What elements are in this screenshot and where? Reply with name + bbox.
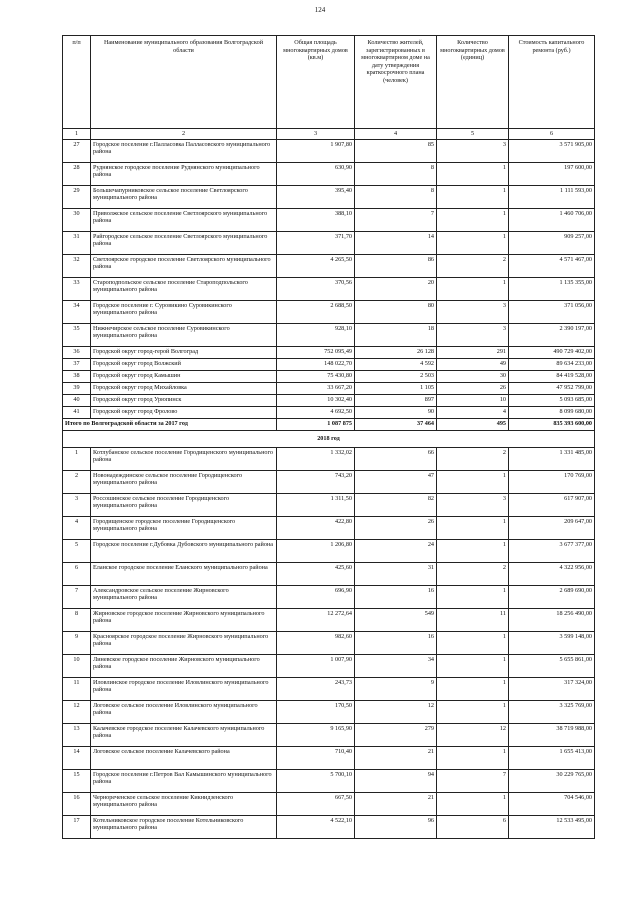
row-number: 35 [63, 323, 91, 346]
houses-count: 3 [437, 300, 509, 323]
row-number: 9 [63, 631, 91, 654]
column-index-row [63, 129, 595, 140]
total-area: 696,90 [277, 585, 355, 608]
total-area: 710,40 [277, 746, 355, 769]
repair-cost: 4 571 467,00 [509, 254, 595, 277]
table-row [63, 792, 595, 815]
table-row [63, 346, 595, 358]
row-number: 13 [63, 723, 91, 746]
total-area: 1 206,80 [277, 539, 355, 562]
repair-cost: 197 600,00 [509, 162, 595, 185]
table-row [63, 654, 595, 677]
header-houses: Количество многоквартирных домов (единиц) [437, 36, 509, 129]
municipality-name: Райгородское сельское поселение Светлоярского муниципального района [91, 231, 277, 254]
header-name: Наименование муниципального образования Волгоградской области [91, 36, 277, 129]
houses-count: 1 [437, 654, 509, 677]
total-area: 148 022,70 [277, 358, 355, 370]
municipality-name: Городской округ город Фролово [91, 406, 277, 418]
total-area: 10 302,40 [277, 394, 355, 406]
column-index: 5 [437, 129, 509, 140]
residents-count: 2 503 [355, 370, 437, 382]
row-number: 4 [63, 516, 91, 539]
houses-count: 12 [437, 723, 509, 746]
residents-count: 34 [355, 654, 437, 677]
row-number: 5 [63, 539, 91, 562]
total-residents: 37 464 [355, 418, 437, 430]
table-row [63, 700, 595, 723]
residents-count: 16 [355, 585, 437, 608]
total-area: 370,56 [277, 277, 355, 300]
row-number: 39 [63, 382, 91, 394]
repair-cost: 38 719 988,00 [509, 723, 595, 746]
column-index: 3 [277, 129, 355, 140]
table-row [63, 447, 595, 470]
repair-cost: 909 257,00 [509, 231, 595, 254]
houses-count: 4 [437, 406, 509, 418]
houses-count: 3 [437, 493, 509, 516]
municipality-name: Городской округ город Волжский [91, 358, 277, 370]
residents-count: 1 105 [355, 382, 437, 394]
table-row [63, 323, 595, 346]
residents-count: 279 [355, 723, 437, 746]
residents-count: 12 [355, 700, 437, 723]
repair-cost: 47 952 799,00 [509, 382, 595, 394]
row-number: 30 [63, 208, 91, 231]
municipality-name: Городское поселение г.Дубовка Дубовского муниципального района [91, 539, 277, 562]
row-number: 10 [63, 654, 91, 677]
houses-count: 1 [437, 746, 509, 769]
houses-count: 3 [437, 323, 509, 346]
capital-repair-table [62, 35, 595, 839]
repair-cost: 1 460 706,00 [509, 208, 595, 231]
page-number: 124 [314, 6, 326, 14]
houses-count: 1 [437, 231, 509, 254]
header-cost: Стоимость капитального ремонта (руб.) [509, 36, 595, 129]
houses-count: 26 [437, 382, 509, 394]
row-number: 32 [63, 254, 91, 277]
municipality-name: Логовское сельское поселение Калачевского района [91, 746, 277, 769]
table-row [63, 631, 595, 654]
total-row-2017 [63, 418, 595, 430]
houses-count: 1 [437, 470, 509, 493]
municipality-name: Светлоярское городское поселение Светлоярского муниципального района [91, 254, 277, 277]
repair-cost: 5 093 685,00 [509, 394, 595, 406]
total-area: 1 332,02 [277, 447, 355, 470]
row-number: 11 [63, 677, 91, 700]
table-row [63, 277, 595, 300]
houses-count: 10 [437, 394, 509, 406]
municipality-name: Нижнечирское сельское поселение Суровикинского муниципального района [91, 323, 277, 346]
total-label: Итого по Волгоградской области за 2017 год [63, 418, 277, 430]
row-number: 41 [63, 406, 91, 418]
houses-count: 7 [437, 769, 509, 792]
residents-count: 18 [355, 323, 437, 346]
houses-count: 11 [437, 608, 509, 631]
table-row [63, 231, 595, 254]
table-row [63, 139, 595, 162]
municipality-name: Котлубанское сельское поселение Городищенского муниципального района [91, 447, 277, 470]
houses-count: 2 [437, 562, 509, 585]
repair-cost: 170 769,00 [509, 470, 595, 493]
residents-count: 82 [355, 493, 437, 516]
total-area: 9 165,90 [277, 723, 355, 746]
total-area: 5 700,10 [277, 769, 355, 792]
total-area: 12 272,64 [277, 608, 355, 631]
total-area: 4 692,50 [277, 406, 355, 418]
municipality-name: Калачевское городское поселение Калачевского муниципального района [91, 723, 277, 746]
table-row [63, 769, 595, 792]
municipality-name: Городской округ город Урюпинск [91, 394, 277, 406]
table-row [63, 185, 595, 208]
table-row [63, 382, 595, 394]
repair-cost: 2 390 197,00 [509, 323, 595, 346]
residents-count: 85 [355, 139, 437, 162]
total-area: 2 688,50 [277, 300, 355, 323]
repair-cost: 30 229 765,00 [509, 769, 595, 792]
table-body [63, 129, 595, 839]
total-area: 743,20 [277, 470, 355, 493]
row-number: 12 [63, 700, 91, 723]
table-row [63, 370, 595, 382]
total-area: 667,50 [277, 792, 355, 815]
repair-cost: 704 546,00 [509, 792, 595, 815]
repair-cost: 12 533 495,00 [509, 815, 595, 838]
residents-count: 20 [355, 277, 437, 300]
municipality-name: Чернореченское сельское поселение Кикнидзенского муниципального района [91, 792, 277, 815]
row-number: 37 [63, 358, 91, 370]
row-number: 3 [63, 493, 91, 516]
table-row [63, 162, 595, 185]
total-area: 170,50 [277, 700, 355, 723]
year-section-row [63, 430, 595, 447]
row-number: 38 [63, 370, 91, 382]
houses-count: 1 [437, 277, 509, 300]
row-number: 33 [63, 277, 91, 300]
municipality-name: Красноярское городское поселение Жирновского муниципального района [91, 631, 277, 654]
row-number: 27 [63, 139, 91, 162]
municipality-name: Логовское сельское поселение Иловлинского муниципального района [91, 700, 277, 723]
table-row [63, 493, 595, 516]
table-row [63, 406, 595, 418]
table-row [63, 539, 595, 562]
row-number: 8 [63, 608, 91, 631]
repair-cost: 89 634 233,00 [509, 358, 595, 370]
total-area: 1 311,50 [277, 493, 355, 516]
houses-count: 1 [437, 516, 509, 539]
repair-cost: 3 325 769,00 [509, 700, 595, 723]
residents-count: 66 [355, 447, 437, 470]
total-area: 4 522,10 [277, 815, 355, 838]
residents-count: 8 [355, 185, 437, 208]
total-area: 752 095,49 [277, 346, 355, 358]
municipality-name: Еланское городское поселение Еланского муниципального района [91, 562, 277, 585]
houses-count: 1 [437, 585, 509, 608]
column-index: 1 [63, 129, 91, 140]
total-area: 1 907,80 [277, 139, 355, 162]
residents-count: 24 [355, 539, 437, 562]
table-row [63, 254, 595, 277]
residents-count: 897 [355, 394, 437, 406]
table-row [63, 585, 595, 608]
row-number: 14 [63, 746, 91, 769]
row-number: 29 [63, 185, 91, 208]
row-number: 31 [63, 231, 91, 254]
residents-count: 21 [355, 746, 437, 769]
total-area: 243,73 [277, 677, 355, 700]
table-row [63, 677, 595, 700]
municipality-name: Линевское городское поселение Жирновского муниципального района [91, 654, 277, 677]
houses-count: 291 [437, 346, 509, 358]
row-number: 6 [63, 562, 91, 585]
residents-count: 47 [355, 470, 437, 493]
total-area: 1 007,90 [277, 654, 355, 677]
houses-count: 1 [437, 185, 509, 208]
row-number: 1 [63, 447, 91, 470]
municipality-name: Городищенское городское поселение Городищенского муниципального района [91, 516, 277, 539]
total-area: 4 265,50 [277, 254, 355, 277]
residents-count: 96 [355, 815, 437, 838]
residents-count: 86 [355, 254, 437, 277]
residents-count: 90 [355, 406, 437, 418]
table-row [63, 723, 595, 746]
residents-count: 8 [355, 162, 437, 185]
repair-cost: 5 655 861,00 [509, 654, 595, 677]
total-area: 982,60 [277, 631, 355, 654]
table-header-row [63, 36, 595, 129]
table-row [63, 470, 595, 493]
total-area: 422,80 [277, 516, 355, 539]
total-area: 425,60 [277, 562, 355, 585]
residents-count: 21 [355, 792, 437, 815]
houses-count: 49 [437, 358, 509, 370]
row-number: 28 [63, 162, 91, 185]
municipality-name: Городской округ город-герой Волгоград [91, 346, 277, 358]
municipality-name: Городской округ город Камышин [91, 370, 277, 382]
repair-cost: 209 647,00 [509, 516, 595, 539]
residents-count: 31 [355, 562, 437, 585]
repair-cost: 3 599 148,00 [509, 631, 595, 654]
row-number: 7 [63, 585, 91, 608]
repair-cost: 317 324,00 [509, 677, 595, 700]
column-index: 4 [355, 129, 437, 140]
houses-count: 1 [437, 208, 509, 231]
residents-count: 7 [355, 208, 437, 231]
table-row [63, 608, 595, 631]
year-heading: 2018 год [63, 430, 595, 447]
houses-count: 1 [437, 792, 509, 815]
header-number: п/п [63, 36, 91, 129]
municipality-name: Жирновское городское поселение Жирновского муниципального района [91, 608, 277, 631]
table-row [63, 746, 595, 769]
table-row [63, 516, 595, 539]
table-row [63, 815, 595, 838]
municipality-name: Городское поселение г. Суровикино Суровикинского муниципального района [91, 300, 277, 323]
repair-cost: 2 689 690,00 [509, 585, 595, 608]
repair-cost: 4 322 956,00 [509, 562, 595, 585]
repair-cost: 8 099 680,00 [509, 406, 595, 418]
residents-count: 14 [355, 231, 437, 254]
repair-cost: 1 135 355,00 [509, 277, 595, 300]
repair-cost: 617 907,00 [509, 493, 595, 516]
houses-count: 1 [437, 677, 509, 700]
houses-count: 30 [437, 370, 509, 382]
houses-count: 1 [437, 539, 509, 562]
repair-cost: 371 056,00 [509, 300, 595, 323]
total-area: 928,10 [277, 323, 355, 346]
municipality-name: Александровское сельское поселение Жирновского муниципального района [91, 585, 277, 608]
total-area: 75 430,80 [277, 370, 355, 382]
municipality-name: Котельниковское городское поселение Котельниковского муниципального района [91, 815, 277, 838]
residents-count: 4 592 [355, 358, 437, 370]
residents-count: 94 [355, 769, 437, 792]
municipality-name: Приволжское сельское поселение Светлоярского муниципального района [91, 208, 277, 231]
houses-count: 1 [437, 700, 509, 723]
municipality-name: Руднянское городское поселение Руднянского муниципального района [91, 162, 277, 185]
header-residents: Количество жителей, зарегистрированных в многоквартирном доме на дату утверждения краткосрочного плана (человек) [355, 36, 437, 129]
row-number: 34 [63, 300, 91, 323]
header-area: Общая площадь многоквартирных домов (кв.м) [277, 36, 355, 129]
residents-count: 9 [355, 677, 437, 700]
table-row [63, 394, 595, 406]
repair-cost: 18 256 490,00 [509, 608, 595, 631]
repair-cost: 3 677 377,00 [509, 539, 595, 562]
total-area: 1 087 875 [277, 418, 355, 430]
row-number: 17 [63, 815, 91, 838]
houses-count: 2 [437, 254, 509, 277]
total-area: 371,70 [277, 231, 355, 254]
municipality-name: Новонадеждинское сельское поселение Городищенского муниципального района [91, 470, 277, 493]
total-area: 33 667,20 [277, 382, 355, 394]
repair-cost: 490 729 402,00 [509, 346, 595, 358]
houses-count: 6 [437, 815, 509, 838]
municipality-name: Староподпольское сельское поселение Староподпольского муниципального района [91, 277, 277, 300]
row-number: 2 [63, 470, 91, 493]
residents-count: 26 128 [355, 346, 437, 358]
municipality-name: Иловлинское городское поселение Иловлинского муниципального района [91, 677, 277, 700]
houses-count: 3 [437, 139, 509, 162]
repair-cost: 1 331 485,00 [509, 447, 595, 470]
residents-count: 549 [355, 608, 437, 631]
total-area: 630,90 [277, 162, 355, 185]
municipality-name: Городское поселение г.Палласовка Палласовского муниципального района [91, 139, 277, 162]
total-area: 388,10 [277, 208, 355, 231]
table-row [63, 208, 595, 231]
column-index: 2 [91, 129, 277, 140]
repair-cost: 1 655 413,00 [509, 746, 595, 769]
row-number: 16 [63, 792, 91, 815]
municipality-name: Россошинское сельское поселение Городищенского муниципального района [91, 493, 277, 516]
table-row [63, 358, 595, 370]
residents-count: 26 [355, 516, 437, 539]
residents-count: 80 [355, 300, 437, 323]
column-index: 6 [509, 129, 595, 140]
table-row [63, 300, 595, 323]
municipality-name: Большечапурниковское сельское поселение Светлоярского муниципального района [91, 185, 277, 208]
residents-count: 16 [355, 631, 437, 654]
total-houses: 495 [437, 418, 509, 430]
total-area: 395,40 [277, 185, 355, 208]
municipality-name: Городское поселение г.Петров Вал Камышинского муниципального района [91, 769, 277, 792]
table-row [63, 562, 595, 585]
houses-count: 1 [437, 162, 509, 185]
total-cost: 835 393 600,00 [509, 418, 595, 430]
row-number: 40 [63, 394, 91, 406]
houses-count: 2 [437, 447, 509, 470]
repair-cost: 3 571 905,00 [509, 139, 595, 162]
municipality-name: Городской округ город Михайловка [91, 382, 277, 394]
repair-cost: 84 419 528,00 [509, 370, 595, 382]
row-number: 15 [63, 769, 91, 792]
repair-cost: 1 111 593,00 [509, 185, 595, 208]
houses-count: 1 [437, 631, 509, 654]
row-number: 36 [63, 346, 91, 358]
